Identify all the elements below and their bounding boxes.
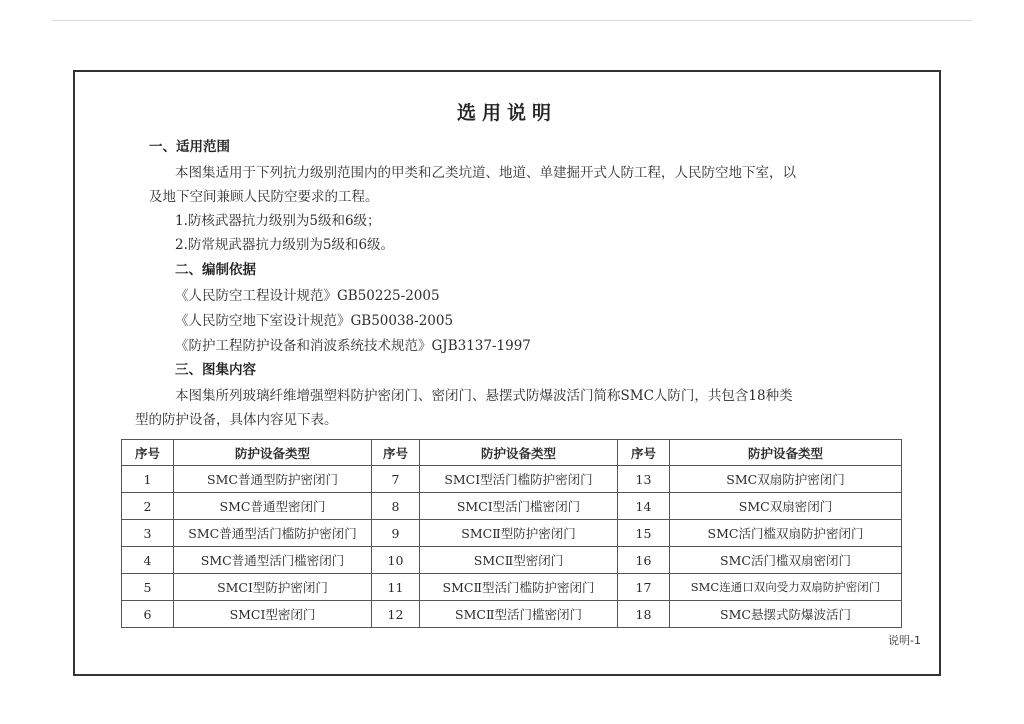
table-cell: 12 <box>372 601 420 628</box>
table-cell: 16 <box>618 547 670 574</box>
table-cell: SMC普通型活门槛防护密闭门 <box>174 520 372 547</box>
page-number: 说明-1 <box>888 634 921 647</box>
page-title: 选用说明 <box>456 102 557 124</box>
table-header-row <box>122 440 902 466</box>
table-row <box>122 547 902 574</box>
table-cell: SMCⅠ型活门槛密闭门 <box>420 493 618 520</box>
table-cell: SMCⅡ型活门槛密闭门 <box>420 601 618 628</box>
table-cell: SMCⅠ型防护密闭门 <box>174 574 372 601</box>
table-cell: 18 <box>618 601 670 628</box>
section-heading-scope: 一、适用范围 <box>149 139 230 155</box>
table-cell: SMC悬摆式防爆波活门 <box>670 601 902 628</box>
table-cell: 9 <box>372 520 420 547</box>
equipment-table <box>121 439 902 628</box>
contents-paragraph-line-2: 型的防护设备，具体内容见下表。 <box>135 412 338 428</box>
scope-paragraph-line-1: 本图集适用于下列抗力级别范围内的甲类和乙类坑道、地道、单建掘开式人防工程，人民防空地下室，以 <box>175 165 796 181</box>
table-cell: 5 <box>122 574 174 601</box>
top-rule <box>52 20 972 21</box>
table-cell: SMC普通型密闭门 <box>174 493 372 520</box>
header-no-3: 序号 <box>618 440 670 466</box>
table-cell: SMC活门槛双扇防护密闭门 <box>670 520 902 547</box>
drawing-frame <box>73 70 941 676</box>
table-row <box>122 574 902 601</box>
table-cell: 14 <box>618 493 670 520</box>
table-cell: 6 <box>122 601 174 628</box>
header-type-1: 防护设备类型 <box>174 440 372 466</box>
scope-paragraph-line-2: 及地下空间兼顾人民防空要求的工程。 <box>149 189 379 205</box>
table-cell: SMCⅠ型活门槛防护密闭门 <box>420 466 618 493</box>
table-cell: SMC双扇防护密闭门 <box>670 466 902 493</box>
table-cell: 10 <box>372 547 420 574</box>
table-row <box>122 493 902 520</box>
table-cell: SMC普通型防护密闭门 <box>174 466 372 493</box>
section-heading-basis: 二、编制依据 <box>175 262 256 278</box>
table-cell: 11 <box>372 574 420 601</box>
section-heading-contents: 三、图集内容 <box>175 362 256 378</box>
header-no-2: 序号 <box>372 440 420 466</box>
basis-reference-2: 《人民防空地下室设计规范》GB50038-2005 <box>175 313 454 329</box>
basis-reference-3: 《防护工程防护设备和消波系统技术规范》GJB3137-1997 <box>175 338 531 354</box>
table-cell: SMCⅡ型活门槛防护密闭门 <box>420 574 618 601</box>
table-row <box>122 520 902 547</box>
table-cell: SMC普通型活门槛密闭门 <box>174 547 372 574</box>
table-cell: SMCⅡ型密闭门 <box>420 547 618 574</box>
basis-reference-1: 《人民防空工程设计规范》GB50225-2005 <box>175 288 440 304</box>
table-row <box>122 601 902 628</box>
table-cell: 17 <box>618 574 670 601</box>
table-cell: 15 <box>618 520 670 547</box>
table-cell: 13 <box>618 466 670 493</box>
table-cell: SMCⅠ型密闭门 <box>174 601 372 628</box>
table-cell: 2 <box>122 493 174 520</box>
table-cell: 8 <box>372 493 420 520</box>
contents-paragraph-line-1: 本图集所列玻璃纤维增强塑料防护密闭门、密闭门、悬摆式防爆波活门简称SMC人防门，共包含18种类 <box>175 388 793 404</box>
table-cell: 7 <box>372 466 420 493</box>
table-cell: 3 <box>122 520 174 547</box>
scope-item-1: 1.防核武器抗力级别为5级和6级； <box>175 213 381 229</box>
table-row <box>122 466 902 493</box>
table-cell: SMC活门槛双扇密闭门 <box>670 547 902 574</box>
table-cell: SMC连通口双向受力双扇防护密闭门 <box>670 574 902 601</box>
header-no-1: 序号 <box>122 440 174 466</box>
table-cell: SMC双扇密闭门 <box>670 493 902 520</box>
header-type-2: 防护设备类型 <box>420 440 618 466</box>
table-cell: SMCⅡ型防护密闭门 <box>420 520 618 547</box>
header-type-3: 防护设备类型 <box>670 440 902 466</box>
table-cell: 4 <box>122 547 174 574</box>
table-cell: 1 <box>122 466 174 493</box>
scope-item-2: 2.防常规武器抗力级别为5级和6级。 <box>175 237 395 253</box>
